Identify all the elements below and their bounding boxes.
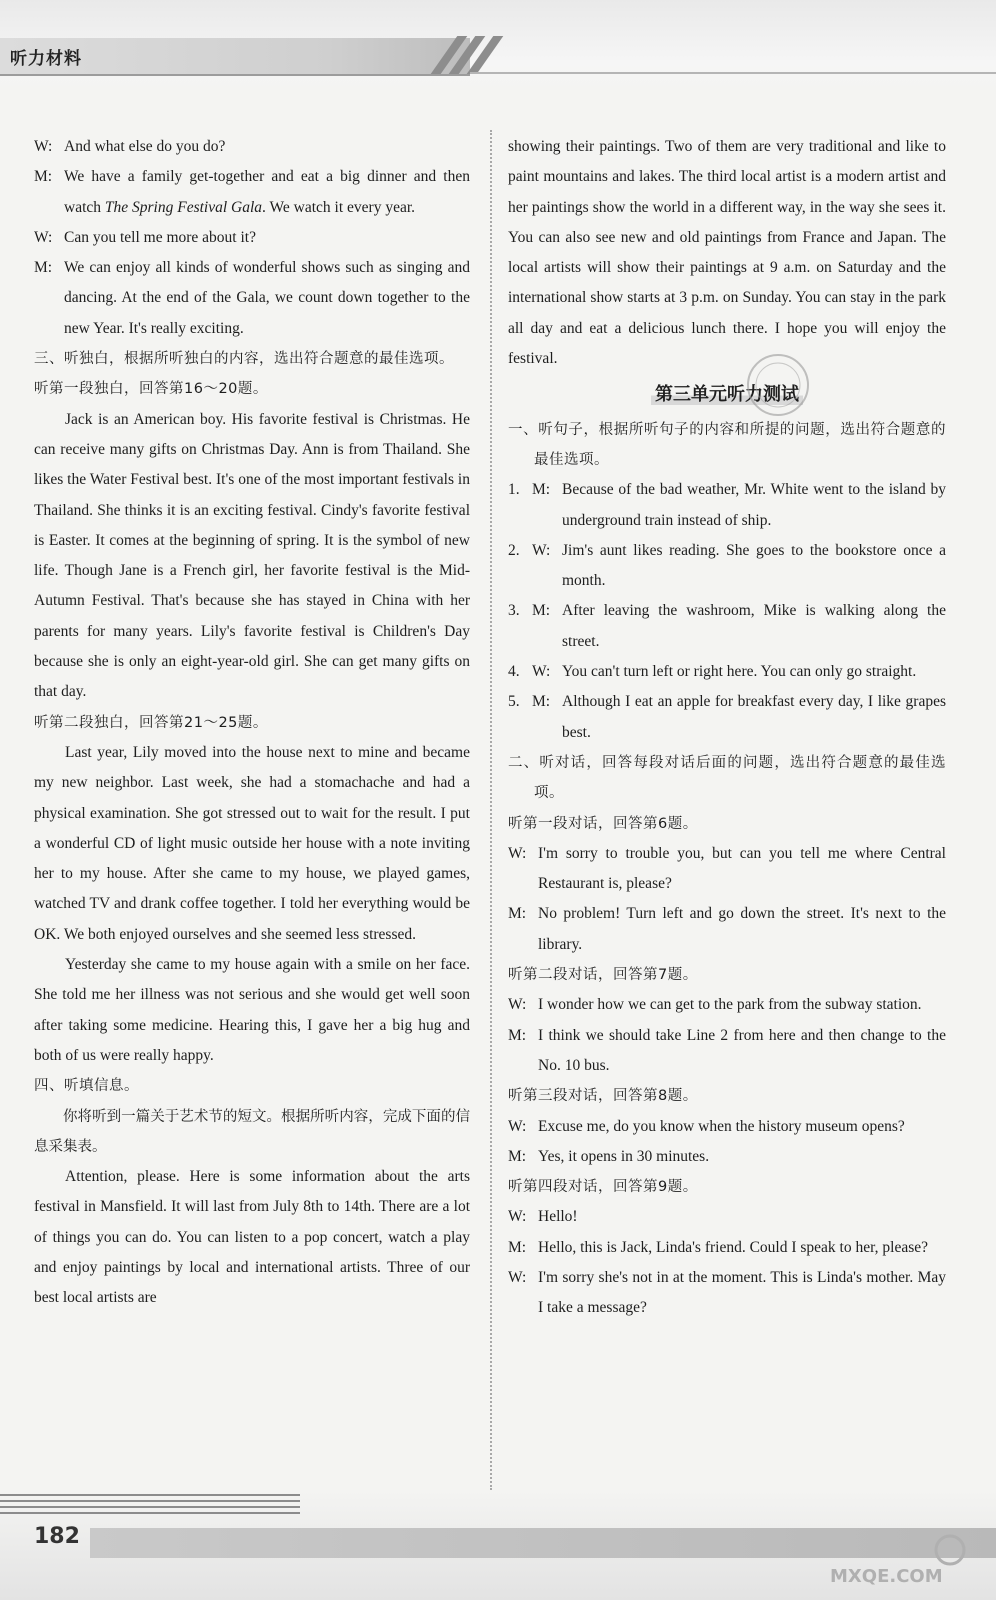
speaker-label: W:: [508, 1208, 527, 1226]
program-title: The Spring Festival Gala: [104, 198, 263, 216]
dialogue-line: [508, 1112, 946, 1142]
right-column: [508, 132, 946, 1324]
footer-lines-decoration: [0, 1494, 300, 1518]
speaker-label: M:: [508, 1026, 527, 1044]
section-heading: 三、听独白，根据所听独白的内容，选出符合题意的最佳选项。: [34, 351, 454, 368]
item-number: 2.: [508, 541, 520, 559]
header-title: 听力材料: [10, 49, 82, 69]
column-divider: [490, 130, 492, 1490]
dialogue-line: [508, 1142, 946, 1172]
conversation-intro: 听第四段对话，回答第9题。: [508, 1179, 698, 1196]
dialogue-line: [508, 839, 946, 900]
dialogue-line: [34, 132, 470, 162]
speaker-label: W:: [508, 1117, 527, 1135]
item-number: 3.: [508, 602, 520, 620]
sentence-text: Because of the bad weather, Mr. White went to the island by underground train instead of ship.: [562, 481, 946, 529]
speaker-label: W:: [508, 996, 527, 1014]
dialogue-text: I'm sorry she's not in at the moment. This is Linda's mother. May I take a message?: [538, 1268, 946, 1317]
conversation-intro: 听第三段对话，回答第8题。: [508, 1088, 698, 1105]
dialogue-text: We can enjoy all kinds of wonderful shows such as singing and dancing. At the end of the Gala, we count down together to the new Year. It's really exciting.: [64, 259, 470, 337]
sentence-item: [508, 596, 946, 657]
dialogue-text-part: We have a family get-together and eat a big dinner and then watch: [64, 168, 470, 216]
dialogue-line: [508, 899, 946, 960]
section-heading: 二、听对话，回答每段对话后面的问题，选出符合题意的最佳选项。: [508, 754, 946, 802]
dialogue-line: [508, 1263, 946, 1324]
speaker-label: M:: [34, 259, 53, 277]
monologue-paragraph: Last year, Lily moved into the house next to mine and became my new neighbor. Last week, she had a stomachache and had a physical examination. She got stressed out to wait for the result. I put a wonderful CD of light music outside her house with a note inviting her to my house. After she came to my house, we played games, watched TV and drank coffee together. I told her everything would be OK. We both enjoyed ourselves and she seemed less stressed.: [34, 743, 470, 943]
monologue-intro: 听第二段独白，回答第21～25题。: [34, 714, 268, 731]
sentence-item: [508, 657, 946, 687]
sentence-item: [508, 475, 946, 536]
passage-paragraph: Attention, please. Here is some information about the arts festival in Mansfield. It will last from July 8th to 14th. There are a lot of things you can do. You can listen to a pop concert, watch a play and enjoy paintings by local and international artists. Three of our best local artists are: [34, 1168, 470, 1307]
sentence-item: [508, 536, 946, 597]
item-number: 5.: [508, 693, 520, 711]
page-number: 182: [34, 1524, 80, 1549]
section-heading: 四、听填信息。: [34, 1078, 139, 1095]
dialogue-text: And what else do you do?: [64, 138, 226, 155]
speaker-label: M:: [532, 693, 551, 711]
dialogue-line: [34, 223, 470, 253]
item-number: 4.: [508, 663, 520, 681]
dialogue-line: [508, 1202, 946, 1232]
monologue-paragraph: Yesterday she came to my house again with a smile on her face. She told me her illness was not serious and she would get well soon after taking some medicine. Hearing this, I gave her a big hug and both of us were really happy.: [34, 956, 470, 1064]
dialogue-text: Yes, it opens in 30 minutes.: [538, 1147, 710, 1165]
dialogue-text: [64, 162, 470, 223]
section-heading: 一、听句子，根据所听句子的内容和所提的问题，选出符合题意的最佳选项。: [508, 421, 946, 468]
speaker-label: M:: [34, 168, 53, 186]
sentence-text: Although I eat an apple for breakfast every day, I like grapes best.: [562, 693, 946, 741]
dialogue-text-part: . We watch it every year.: [262, 198, 416, 216]
header-stripes-decoration: [440, 36, 510, 74]
speaker-label: W:: [508, 844, 527, 862]
speaker-label: W:: [34, 228, 53, 246]
sentence-text: You can't turn left or right here. You can only go straight.: [562, 663, 917, 681]
section-instruction: 你将听到一篇关于艺术节的短文。根据所听内容，完成下面的信息采集表。: [34, 1108, 470, 1155]
site-watermark-logo: [810, 1530, 980, 1590]
speaker-label: W:: [508, 1268, 527, 1286]
speaker-label: M:: [508, 1147, 527, 1165]
sentence-item: [508, 687, 946, 748]
speaker-label: W:: [532, 663, 551, 681]
dialogue-text: Hello, this is Jack, Linda's friend. Could I speak to her, please?: [538, 1238, 929, 1256]
dialogue-text: I'm sorry to trouble you, but can you tell me where Central Restaurant is, please?: [538, 844, 946, 893]
speaker-label: M:: [508, 1238, 527, 1256]
unit-title-text: 第三单元听力测试: [651, 384, 803, 405]
dialogue-line: [508, 990, 946, 1020]
speaker-label: M:: [508, 905, 527, 923]
header-rule: [470, 72, 996, 74]
watermark-stamp-icon: [738, 345, 818, 425]
passage-continuation: showing their paintings. Two of them are very traditional and like to paint mountains and lakes. The third local artist is a modern artist and her paintings show the world in a different way, in the way she sees it. You can also see new and old paintings from France and Japan. The local artists will show their paintings at 9 a.m. on Saturday and the international show starts at 3 p.m. on Sunday. You can stay in the park all day and eat a delicious lunch there. I hope you will enjoy the festival.: [508, 138, 946, 368]
dialogue-text: I think we should take Line 2 from here and then change to the No. 10 bus.: [538, 1026, 946, 1074]
speaker-label: M:: [532, 481, 551, 499]
dialogue-text: I wonder how we can get to the park from the subway station.: [538, 996, 922, 1014]
conversation-intro: 听第一段对话，回答第6题。: [508, 815, 698, 832]
dialogue-line: [34, 162, 470, 223]
dialogue-line: [34, 253, 470, 344]
unit-title: [508, 380, 946, 410]
speaker-label: W:: [532, 541, 551, 559]
dialogue-line: [508, 1233, 946, 1263]
dialogue-text: No problem! Turn left and go down the street. It's next to the library.: [538, 905, 946, 953]
monologue-paragraph: Jack is an American boy. His favorite festival is Christmas. He can receive many gifts on Christmas Day. Ann is from Thailand. She likes the Water Festival best. It's one of the most important festivals in Thailand. She thinks it is an exciting festival. Cindy's favorite festival is Easter. It comes at the beginning of spring. It is the symbol of new life. Though Jane is a French girl, her favorite festival is the Mid-Autumn Festival. That's because she has stayed in China with her parents for many years. Lily's favorite festival is Children's Day because she is only an eight-year-old girl. She can get many gifts on that day.: [34, 410, 470, 701]
left-column: [34, 132, 470, 1314]
dialogue-text: Hello!: [538, 1208, 578, 1226]
watermark-text: MXQE.COM: [830, 1566, 943, 1587]
dialogue-text: Can you tell me more about it?: [64, 228, 256, 246]
sentence-text: After leaving the washroom, Mike is walking along the street.: [562, 602, 946, 650]
dialogue-line: [508, 1021, 946, 1082]
speaker-label: M:: [532, 602, 551, 620]
item-number: 1.: [508, 481, 520, 499]
dialogue-text: Excuse me, do you know when the history museum opens?: [538, 1117, 905, 1135]
conversation-intro: 听第二段对话，回答第7题。: [508, 967, 698, 984]
sentence-text: Jim's aunt likes reading. She goes to the bookstore once a month.: [562, 541, 946, 590]
monologue-intro: 听第一段独白，回答第16～20题。: [34, 381, 268, 398]
speaker-label: W:: [34, 138, 53, 155]
